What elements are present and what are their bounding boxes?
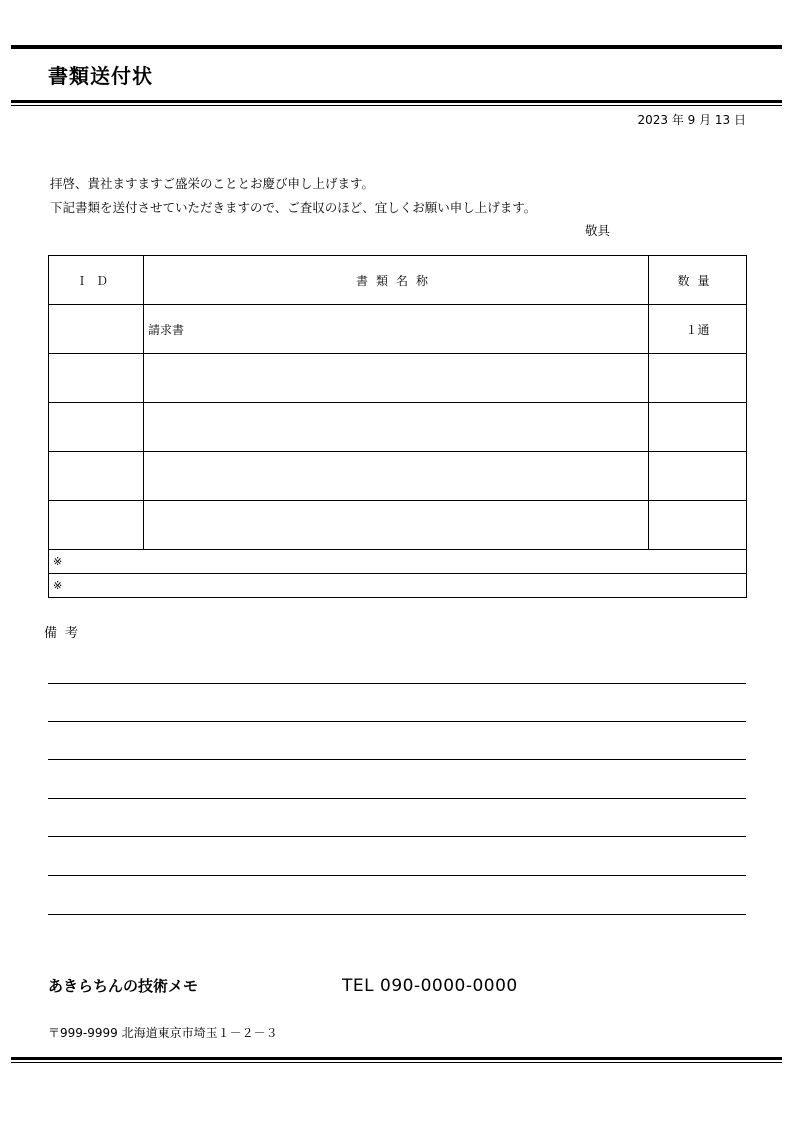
cell-document-name[interactable] <box>144 452 649 501</box>
cell-quantity[interactable] <box>649 403 747 452</box>
cell-id[interactable] <box>49 354 144 403</box>
greeting-line-2: 下記書類を送付させていただきますので、ご査収のほど、宜しくお願い申し上げます。 <box>50 200 537 215</box>
note-row <box>49 574 747 598</box>
cell-quantity[interactable] <box>649 501 747 550</box>
cell-document-name[interactable]: 請求書 <box>144 305 649 354</box>
remarks-line[interactable] <box>48 836 746 837</box>
title-rule-thick <box>11 100 782 103</box>
cell-document-name[interactable] <box>144 354 649 403</box>
remarks-line[interactable] <box>48 875 746 876</box>
header-quantity: 数量 <box>649 256 747 305</box>
documents-table <box>48 255 747 598</box>
company-name: あきらちんの技術メモ <box>48 977 199 995</box>
phone-number: TEL 090-0000-0000 <box>342 976 518 996</box>
address: 〒999-9999 北海道東京市埼玉１－２－３ <box>48 1026 278 1040</box>
bottom-rule-thin <box>11 1062 782 1063</box>
table-row <box>49 452 747 501</box>
bottom-rule-thick <box>11 1057 782 1060</box>
cell-quantity[interactable] <box>649 452 747 501</box>
page-title: 書類送付状 <box>48 64 153 88</box>
cell-document-name[interactable] <box>144 501 649 550</box>
table-row <box>49 403 747 452</box>
table-row <box>49 354 747 403</box>
document-date: 2023 年 9 月 13 日 <box>637 113 746 127</box>
remarks-line[interactable] <box>48 759 746 760</box>
cell-id[interactable] <box>49 305 144 354</box>
remarks-line[interactable] <box>48 914 746 915</box>
note-cell[interactable]: ※ <box>49 574 747 598</box>
cell-quantity[interactable] <box>649 354 747 403</box>
cell-id[interactable] <box>49 452 144 501</box>
greeting-line-1: 拝啓、貴社ますますご盛栄のこととお慶び申し上げます。 <box>50 176 375 191</box>
remarks-label: 備考 <box>44 626 87 641</box>
cell-id[interactable] <box>49 501 144 550</box>
remarks-line[interactable] <box>48 721 746 722</box>
header-id: ＩＤ <box>49 256 144 305</box>
note-cell[interactable]: ※ <box>49 550 747 574</box>
remarks-line[interactable] <box>48 683 746 684</box>
table-header-row <box>49 256 747 305</box>
title-rule-thin <box>11 105 782 106</box>
table-row <box>49 501 747 550</box>
cell-id[interactable] <box>49 403 144 452</box>
note-row <box>49 550 747 574</box>
closing-word: 敬具 <box>585 223 611 238</box>
header-document-name: 書類名称 <box>144 256 649 305</box>
top-rule <box>11 45 782 49</box>
cell-document-name[interactable] <box>144 403 649 452</box>
cell-quantity[interactable]: １通 <box>649 305 747 354</box>
remarks-line[interactable] <box>48 798 746 799</box>
table-row <box>49 305 747 354</box>
